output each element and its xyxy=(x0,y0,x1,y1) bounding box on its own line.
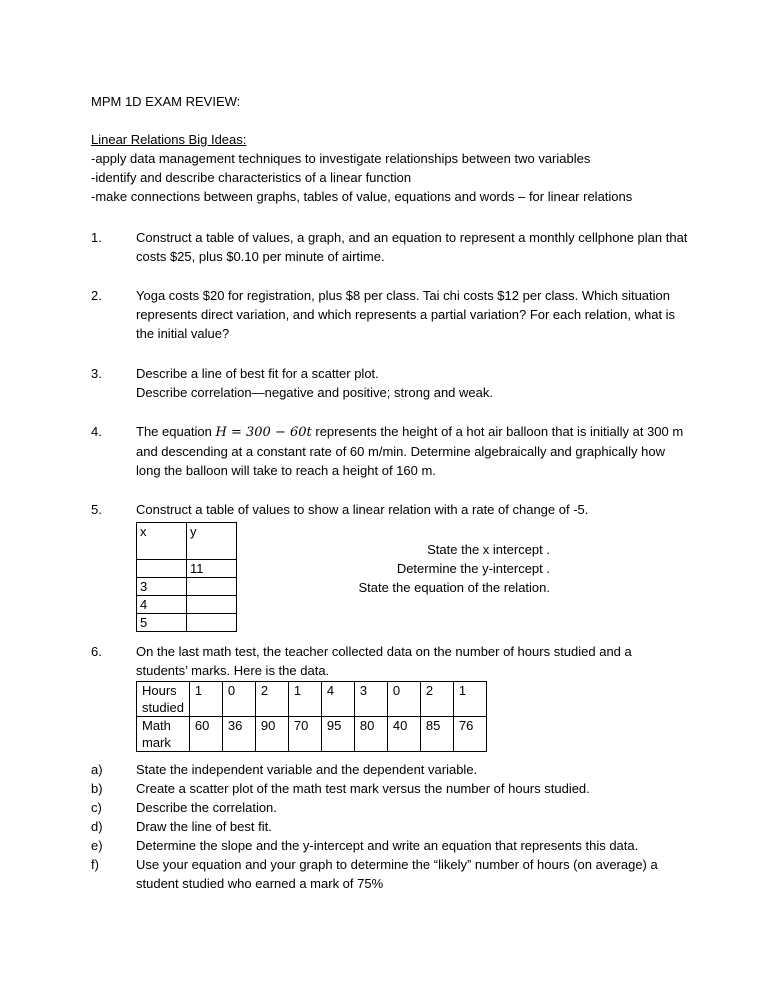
table-cell: 5 xyxy=(137,614,187,632)
question-line: Describe a line of best fit for a scatter plot. xyxy=(136,366,379,381)
question-line: Construct a table of values, a graph, and an equation to represent a monthly cellphone plan that xyxy=(136,230,688,245)
table-row xyxy=(137,614,237,632)
prompt-x-intercept: State the x intercept . xyxy=(427,542,550,557)
table-cell: 90 xyxy=(255,717,288,752)
part-label: a) xyxy=(91,762,103,777)
table-row xyxy=(137,523,237,560)
equation: H = 300 − 60t xyxy=(215,425,312,440)
table-cell: 36 xyxy=(222,717,255,752)
table-cell: 2 xyxy=(255,682,288,717)
table-cell: 0 xyxy=(222,682,255,717)
question-line: and descending at a constant rate of 60 m/min. Determine algebraically and graphically how xyxy=(136,444,665,459)
part-text: Draw the line of best fit. xyxy=(136,819,272,834)
question-line: represents direct variation, and which represents a partial variation? For each relation, what is xyxy=(136,307,676,322)
question-line: costs $25, plus $0.10 per minute of airtime. xyxy=(136,249,385,264)
big-idea-item: -identify and describe characteristics of a linear function xyxy=(91,170,412,185)
big-idea-item: -apply data management techniques to investigate relationships between two variables xyxy=(91,151,591,166)
question-number: 1. xyxy=(91,230,102,245)
table-cell: 85 xyxy=(420,717,453,752)
question-1 xyxy=(136,228,696,266)
part-text: Use your equation and your graph to determine the “likely” number of hours (on average) a xyxy=(136,857,658,872)
part-label: b) xyxy=(91,781,103,796)
prompt-equation: State the equation of the relation. xyxy=(358,580,550,595)
table-cell xyxy=(187,578,237,596)
question-line: the initial value? xyxy=(136,326,230,341)
table-cell xyxy=(187,596,237,614)
question-5-text: Construct a table of values to show a linear relation with a rate of change of -5. xyxy=(136,502,589,517)
part-text-continued: student studied who earned a mark of 75% xyxy=(136,876,384,891)
row-label: Hours studied xyxy=(137,682,190,717)
table-header-x: x xyxy=(137,523,187,560)
table-cell: 3 xyxy=(137,578,187,596)
question-6 xyxy=(136,642,696,680)
table-row xyxy=(137,717,487,752)
table-header-y: y xyxy=(187,523,237,560)
hours-marks-table xyxy=(136,681,487,752)
table-cell: 60 xyxy=(189,717,222,752)
table-cell: 0 xyxy=(387,682,420,717)
table-cell: 4 xyxy=(137,596,187,614)
table-cell: 40 xyxy=(387,717,420,752)
part-text: State the independent variable and the dependent variable. xyxy=(136,762,478,777)
table-cell xyxy=(137,560,187,578)
text-span: The equation xyxy=(136,424,216,439)
question-number: 4. xyxy=(91,424,102,439)
page-title: MPM 1D EXAM REVIEW: xyxy=(91,94,241,109)
table-cell xyxy=(187,614,237,632)
table-row xyxy=(137,578,237,596)
table-cell: 1 xyxy=(288,682,321,717)
part-label: c) xyxy=(91,800,102,815)
table-cell: 76 xyxy=(453,717,486,752)
big-ideas-heading: Linear Relations Big Ideas: xyxy=(91,132,247,147)
part-text: Describe the correlation. xyxy=(136,800,277,815)
part-label: d) xyxy=(91,819,103,834)
table-cell: 70 xyxy=(288,717,321,752)
question-2 xyxy=(136,286,696,343)
table-cell: 4 xyxy=(321,682,354,717)
values-table xyxy=(136,522,237,632)
table-cell: 3 xyxy=(354,682,387,717)
part-label: e) xyxy=(91,838,103,853)
part-label: f) xyxy=(91,857,99,872)
question-line: Yoga costs $20 for registration, plus $8 per class. Tai chi costs $12 per class. Which situation xyxy=(136,288,670,303)
question-3 xyxy=(136,364,696,402)
part-text: Determine the slope and the y-intercept and write an equation that represents this data. xyxy=(136,838,639,853)
question-line: long the balloon will take to reach a height of 160 m. xyxy=(136,463,436,478)
row-label: Math mark xyxy=(137,717,190,752)
question-line: Describe correlation—negative and positive; strong and weak. xyxy=(136,385,493,400)
table-cell: 1 xyxy=(453,682,486,717)
question-line: students’ marks. Here is the data. xyxy=(136,663,330,678)
text-span: represents the height of a hot air balloon that is initially at 300 m xyxy=(311,424,684,439)
table-cell: 1 xyxy=(189,682,222,717)
question-number: 5. xyxy=(91,502,102,517)
table-cell: 11 xyxy=(187,560,237,578)
question-line: On the last math test, the teacher collected data on the number of hours studied and a xyxy=(136,644,632,659)
table-row xyxy=(137,596,237,614)
question-4 xyxy=(136,422,716,480)
question-number: 2. xyxy=(91,288,102,303)
table-row xyxy=(137,560,237,578)
table-cell: 2 xyxy=(420,682,453,717)
table-row xyxy=(137,682,487,717)
prompt-y-intercept: Determine the y-intercept . xyxy=(396,561,550,576)
table-cell: 80 xyxy=(354,717,387,752)
question-number: 3. xyxy=(91,366,102,381)
question-line xyxy=(136,422,716,442)
question-number: 6. xyxy=(91,644,102,659)
big-idea-item: -make connections between graphs, tables of value, equations and words – for linear relations xyxy=(91,189,633,204)
part-text: Create a scatter plot of the math test mark versus the number of hours studied. xyxy=(136,781,590,796)
table-cell: 95 xyxy=(321,717,354,752)
